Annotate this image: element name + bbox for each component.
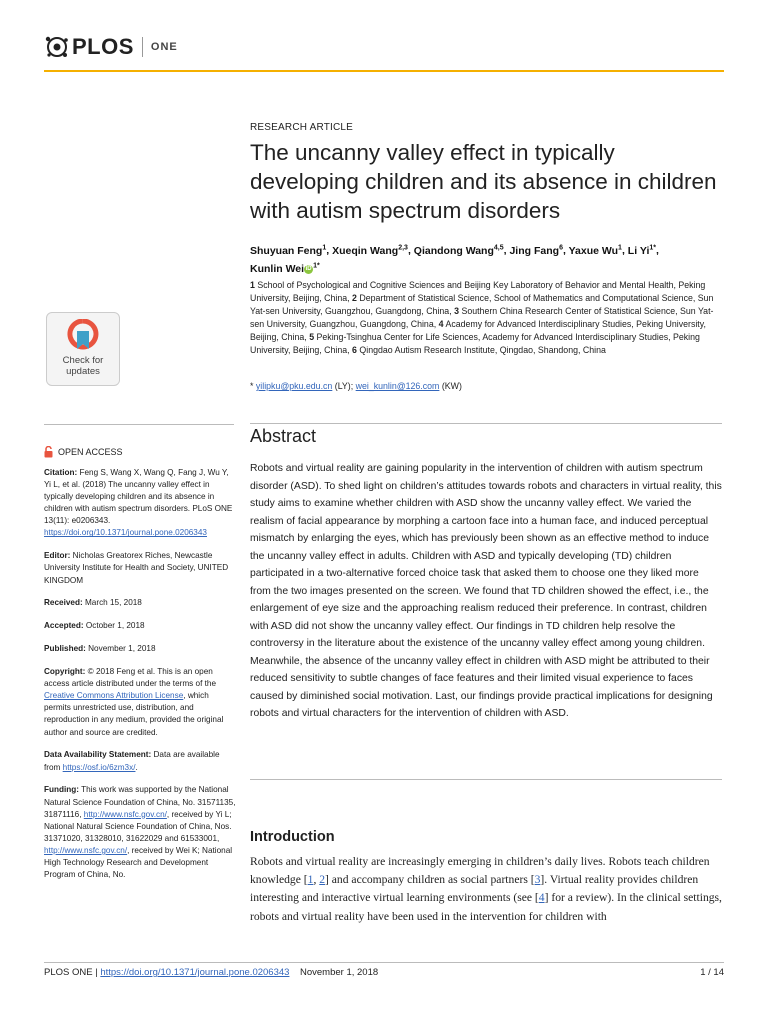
open-access-label: OPEN ACCESS bbox=[44, 446, 123, 458]
check-updates-line2: updates bbox=[66, 366, 100, 377]
orcid-icon[interactable]: iD bbox=[305, 265, 312, 272]
footer-date: November 1, 2018 bbox=[300, 967, 379, 978]
citation-block: Citation: Feng S, Wang X, Wang Q, Fang J, Wu Y, Yi L, et al. (2018) The uncanny valley effect in typically developing children and its absence in children with autism spectrum disorders. PLoS ONE 13(11): e0206343. https://doi.org/10.1371/journal.pone.0206343 bbox=[44, 468, 233, 538]
page-footer bbox=[44, 967, 724, 978]
copyright-block: Copyright: © 2018 Feng et al. This is an open access article distributed under the terms of the Creative Commons Attribution License, which permits unrestricted use, distribution, and reproduction in any medium, provided the original author and source are credited. bbox=[44, 667, 224, 737]
editor-block: Editor: Nicholas Greatorex Riches, Newcastle University Institute for Health and Society, UNITED KINGDOM bbox=[44, 551, 229, 585]
abstract-divider bbox=[250, 423, 722, 424]
author: Kunlin Wei iD $^{1*}$ bbox=[250, 262, 320, 275]
abstract-text: Robots and virtual reality are gaining popularity in the intervention of children with autism spectrum disorder (ASD). To shed light on children’s attitudes towards robots and characters in virtual reality, this study aims to examine whether children with ASD show the uncanny valley effect. We varied the realism of facial appearance by morphing a cartoon face into a human face, and induced perceptual mismatch by enlarging the eyes, which has previously been shown as an effective method to induce the uncanny valley effect in adults. Children with ASD and typically developing (TD) children participated in a two-alternative forced choice task that asked them to choose one they liked more from the two images presented on the screen. We found that TD children showed the effect, i.e., the enlargement of eye size and the approaching realism reduced their preference. In contrast, children with ASD did not show the uncanny valley effect. Our findings in TD children help resolve the controversy in the literature about the existence of the uncanny valley effect among young children. Meanwhile, the absence of the uncanny valley effect in children with ASD might be attributed to their reduced sensitivity to subtle changes of face features and their limited visual experience to faces caused by diminished social motivation. Last, our findings provide practical implications for designing robots and virtual characters for the intervention of children with ASD. bbox=[250, 463, 722, 719]
logo-sub: ONE bbox=[150, 41, 178, 53]
introduction-heading: Introduction bbox=[250, 829, 335, 845]
plos-logo bbox=[44, 34, 178, 60]
author: Li $Yi^{1*}$ bbox=[627, 244, 657, 257]
author: Yaxue Wu$^1$ bbox=[568, 244, 622, 257]
logo-divider bbox=[142, 37, 143, 57]
bookmark-ribbon-icon bbox=[67, 319, 99, 353]
reference-link[interactable]: 1 bbox=[307, 873, 314, 887]
sidebar-divider bbox=[44, 424, 234, 425]
plos-logo-icon bbox=[44, 34, 70, 60]
reference-link[interactable]: 3 bbox=[534, 873, 541, 887]
reference-link[interactable]: 2 bbox=[319, 873, 326, 887]
check-updates-line1: Check for bbox=[62, 355, 104, 366]
author-list: Shuyuan Feng$^1$, Xueqin Wang$^{2,3}$, Qiandong Wang$^{4,5}$, Jing Fang$^6$, Yaxue Wu$^1$, Li $Yi^{1*}$, Kunlin Wei iD $^{1*}$ bbox=[250, 244, 659, 275]
published-block: Published: November 1, 2018 bbox=[44, 644, 156, 654]
logo-word: PLOS bbox=[72, 34, 134, 59]
data-availability-block: Data Availability Statement: Data are available from https://osf.io/6zm3x/. bbox=[44, 750, 220, 772]
license-link[interactable]: Creative Commons Attribution License bbox=[44, 691, 184, 701]
reference-link[interactable]: 4 bbox=[538, 891, 545, 905]
header-accent-bar bbox=[44, 70, 724, 72]
corresponding-contact: * yilipku@pku.edu.cn (LY); wei_kunlin@126.com (KW) bbox=[250, 381, 462, 391]
abstract-end-divider bbox=[250, 779, 722, 780]
footer-divider bbox=[44, 962, 724, 963]
article-type: RESEARCH ARTICLE bbox=[250, 122, 354, 133]
data-link[interactable]: https://osf.io/6zm3x/ bbox=[62, 762, 136, 772]
received-block: Received: March 15, 2018 bbox=[44, 598, 142, 608]
open-lock-icon bbox=[44, 446, 53, 458]
page-number: 1 / 14 bbox=[700, 967, 724, 978]
abstract-heading: Abstract bbox=[250, 426, 317, 446]
author: Qiandong Wang$^{4,5}$ bbox=[413, 244, 504, 257]
author: Jing Fang$^6$ bbox=[509, 244, 563, 257]
accepted-block: Accepted: October 1, 2018 bbox=[44, 621, 145, 631]
article-title: The uncanny valley effect in typically developing children and its absence in children with autism spectrum disorders bbox=[250, 140, 717, 223]
email-link-kw[interactable]: wei_kunlin@126.com bbox=[355, 381, 440, 391]
funding-link-1[interactable]: http://www.nsfc.gov.cn/ bbox=[83, 809, 167, 819]
article-info-sidebar bbox=[44, 467, 236, 892]
introduction-text: Robots and virtual reality are increasingly emerging in children’s daily lives. Robots teach children knowledge [1, 2] and accompany children as social partners [3]. Virtual reality provides children interesting and interactive virtual learning environments (see [4] for a review). In the clinical settings, robots and virtual reality have been used in the intervention for children with bbox=[250, 855, 722, 923]
funding-link-2[interactable]: http://www.nsfc.gov.cn/ bbox=[44, 845, 128, 855]
footer-journal: PLOS ONE | bbox=[44, 967, 98, 978]
email-link-ly[interactable]: yilipku@pku.edu.cn bbox=[255, 381, 333, 391]
affiliations: 1 School of Psychological and Cognitive Sciences and Beijing Key Laboratory of Behavior and Mental Health, Peking University, Beijing, China, 2 Department of Statistical Science, School of Mathematics and Computational Science, Sun Yat-sen University, Guangzhou, Guangdong, China, 3 Southern China Research Center of Statistical Science, Sun Yat-sen University, Guangzhou, Guangdong, China, 4 Academy for Advanced Interdisciplinary Studies, Peking University, Beijing, China, 5 Peking-Tsinghua Center for Life Sciences, Academy for Advanced Interdisciplinary Studies, Peking University, Beijing, China, 6 Qingdao Autism Research Institute, Qingdao, Shandong, China bbox=[250, 280, 714, 356]
check-for-updates-badge[interactable] bbox=[46, 312, 120, 386]
citation-doi-link[interactable]: https://doi.org/10.1371/journal.pone.0206343 bbox=[44, 528, 207, 538]
author: Shuyuan Feng$^1$ bbox=[250, 244, 327, 257]
footer-doi-link[interactable]: https://doi.org/10.1371/journal.pone.0206343 bbox=[100, 967, 290, 978]
author: Xueqin Wang$^{2,3}$ bbox=[332, 244, 408, 257]
funding-block: Funding: This work was supported by the National Natural Science Foundation of China, No. 31571135, 31871116, http://www.nsfc.gov.cn/, received by Yi L; National Natural Science Foundation of China, Nos. 31371020, 31328010, 31622029 and 61533001, http://www.nsfc.gov.cn/, received by Wei K; National High Technology Research and Development Program of China, No. bbox=[44, 785, 236, 880]
